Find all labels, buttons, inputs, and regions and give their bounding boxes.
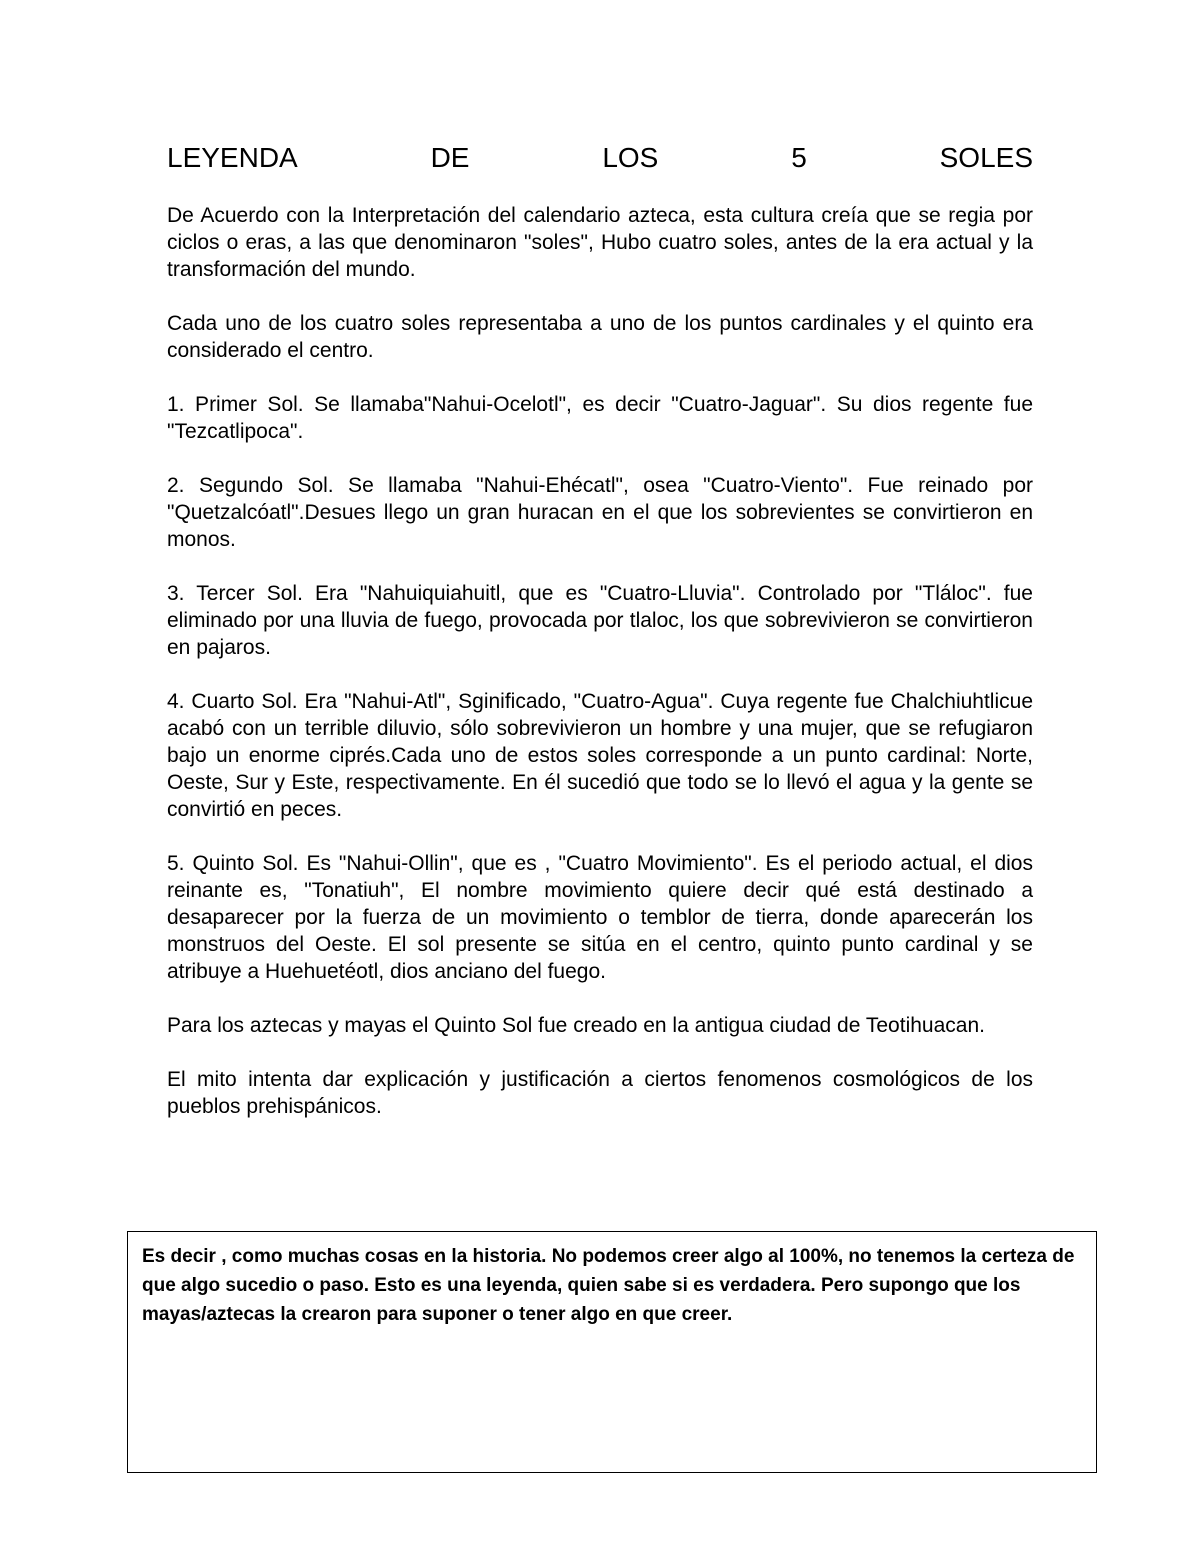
title-word: 5 [791,142,807,173]
third-sun-paragraph: 3. Tercer Sol. Era "Nahuiquiahuitl, que es "Cuatro-Lluvia". Controlado por "Tláloc". fue eliminado por una lluvia de fuego, provocada por tlaloc, los que sobrevivieron se convirtieron en pajaros. [167,582,1033,659]
second-sun-paragraph: 2. Segundo Sol. Se llamaba "Nahui-Ehécatl", osea "Cuatro-Viento". Fue reinado por "Quetzalcóatl".Desues llego un gran huracan en el que los sobrevientes se convirtieron en monos. [167,474,1033,551]
conclusion-paragraph: El mito intenta dar explicación y justificación a ciertos fenomenos cosmológicos de los pueblos prehispánicos. [167,1068,1033,1118]
title-word: DE [430,142,470,173]
fifth-sun-paragraph: 5. Quinto Sol. Es "Nahui-Ollin", que es , "Cuatro Movimiento". Es el periodo actual, el dios reinante es, "Tonatiuh", El nombre movimiento quiere decir qué está destinado a desaparecer por la fuerza de un movimiento o temblor de tierra, donde aparecerán los monstruos del Oeste. El sol presente se sitúa en el centro, quinto punto cardinal y se atribuye a Huehuetéotl, dios anciano del fuego. [167,852,1033,983]
opinion-note-text: Es decir , como muchas cosas en la historia. No podemos creer algo al 100%, no tenemos la certeza de que algo sucedio o paso. Esto es una leyenda, quien sabe si es verdadera. Pero supongo que los mayas/aztecas la crearon para suponer o tener algo en que creer. [142,1246,1075,1325]
teotihuacan-paragraph: Para los aztecas y mayas el Quinto Sol fue creado en la antigua ciudad de Teotihuacan. [167,1014,985,1037]
cardinal-points-paragraph: Cada uno de los cuatro soles representaba a uno de los puntos cardinales y el quinto era considerado el centro. [167,312,1033,362]
fourth-sun-paragraph: 4. Cuarto Sol. Era "Nahui-Atl", Sginificado, "Cuatro-Agua". Cuya regente fue Chalchiuhtlicue acabó con un terrible diluvio, sólo sobrevivieron un hombre y una mujer, que se refugiaron bajo un enorme ciprés.Cada uno de estos soles corresponde a un punto cardinal: Norte, Oeste, Sur y Este, respectivamente. En él sucedió que todo se lo llevó el agua y la gente se convirtió en peces. [167,690,1033,821]
first-sun-paragraph: 1. Primer Sol. Se llamaba"Nahui-Ocelotl", es decir "Cuatro-Jaguar". Su dios regente fue "Tezcatlipoca". [167,393,1033,443]
document-title [167,140,1033,176]
title-word: LOS [602,142,659,173]
opinion-note-box [127,1231,1097,1473]
title-word: SOLES [939,142,1033,173]
document-body [167,202,1033,1147]
title-word: LEYENDA [167,142,298,173]
intro-paragraph: De Acuerdo con la Interpretación del calendario azteca, esta cultura creía que se regia por ciclos o eras, a las que denominaron "soles", Hubo cuatro soles, antes de la era actual y la transformación del mundo. [167,204,1033,281]
